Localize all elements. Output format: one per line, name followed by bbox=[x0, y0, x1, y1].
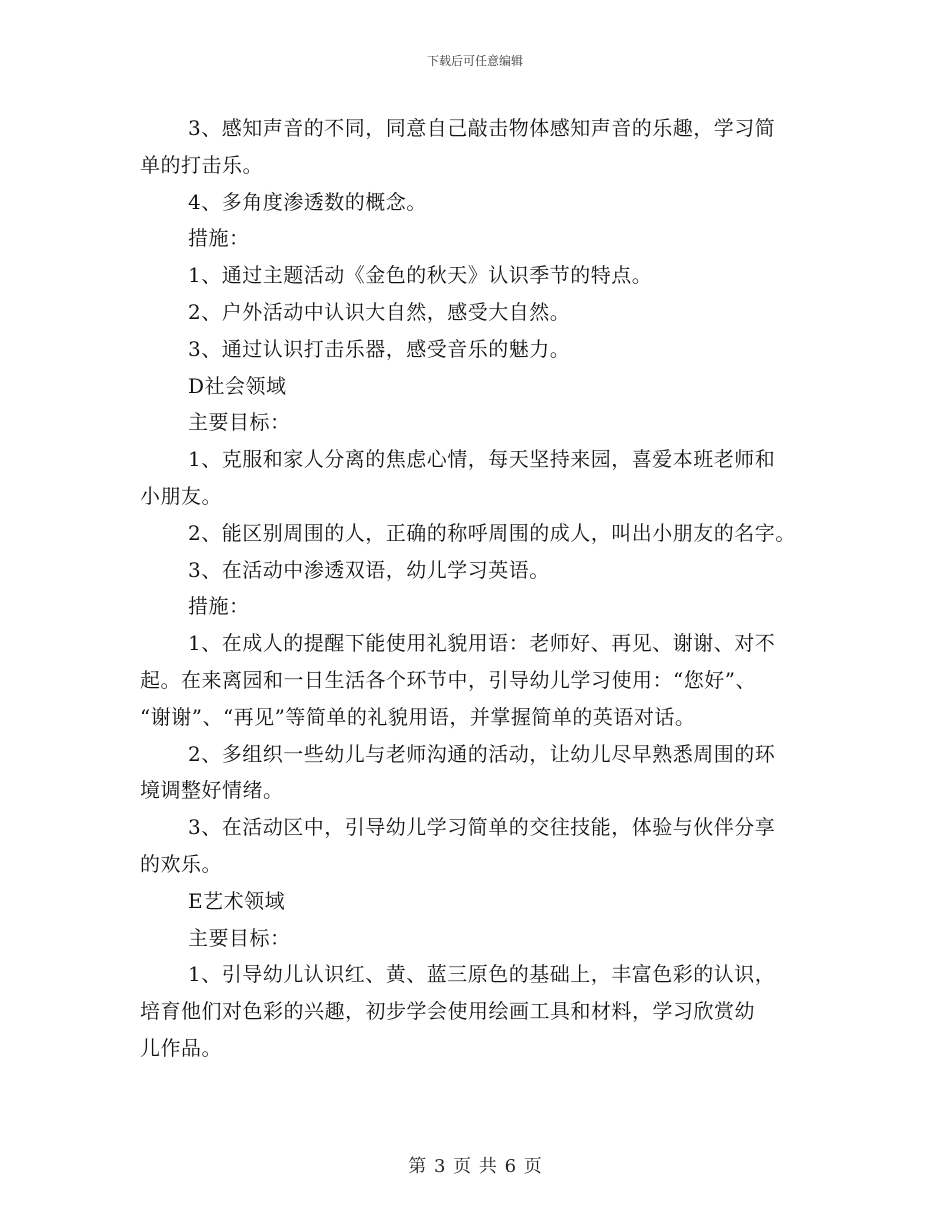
paragraph-line: 儿作品。 bbox=[140, 1035, 222, 1060]
paragraph-line: 1、通过主题活动《金色的秋天》认识季节的特点。 bbox=[188, 263, 653, 288]
paragraph-line: 3、感知声音的不同，同意自己敲击物体感知声音的乐趣，学习简 bbox=[188, 116, 776, 140]
paragraph-line: 3、在活动中渗透双语，幼儿学习英语。 bbox=[188, 557, 550, 582]
paragraph-line: 4、多角度渗透数的概念。 bbox=[188, 189, 427, 214]
section-label: 主要目标： bbox=[188, 410, 291, 435]
paragraph-line: 1、在成人的提醒下能使用礼貌用语：老师好、再见、谢谢、对不 bbox=[188, 631, 776, 656]
page-header-note: 下载后可任意编辑 bbox=[426, 54, 523, 68]
paragraph-line: 的欢乐。 bbox=[140, 851, 222, 876]
paragraph-line: 3、在活动区中，引导幼儿学习简单的交往技能，体验与伙伴分享 bbox=[188, 815, 776, 840]
paragraph-line: 单的打击乐。 bbox=[140, 152, 263, 177]
paragraph-line: 1、克服和家人分离的焦虑心情，每天坚持来园，喜爱本班老师和 bbox=[188, 447, 776, 472]
paragraph-line: 小朋友。 bbox=[140, 483, 222, 508]
paragraph-line: 境调整好情绪。 bbox=[140, 778, 284, 803]
page-number: 第 3 页 共 6 页 bbox=[408, 1156, 542, 1177]
paragraph-line: 2、能区别周围的人，正确的称呼周围的成人，叫出小朋友的名字。 bbox=[188, 520, 796, 545]
document-body bbox=[140, 110, 840, 1067]
section-label: 主要目标： bbox=[188, 925, 291, 950]
section-heading: D社会领域 bbox=[188, 373, 287, 398]
paragraph-line: 1、引导幼儿认识红、黄、蓝三原色的基础上，丰富色彩的认识， bbox=[188, 962, 776, 987]
paragraph-line: 培育他们对色彩的兴趣，初步学会使用绘画工具和材料，学习欣赏幼 bbox=[140, 999, 755, 1024]
section-label: 措施： bbox=[188, 594, 250, 619]
paragraph-line: 起。在来离园和一日生活各个环节中，引导幼儿学习使用：“您好”、 bbox=[140, 667, 756, 692]
paragraph-line: 3、通过认识打击乐器，感受音乐的魅力。 bbox=[188, 336, 571, 361]
paragraph-line: 2、户外活动中认识大自然，感受大自然。 bbox=[188, 299, 571, 324]
section-label: 措施： bbox=[188, 226, 250, 251]
section-heading: E艺术领域 bbox=[188, 888, 286, 913]
paragraph-line: 2、多组织一些幼儿与老师沟通的活动，让幼儿尽早熟悉周围的环 bbox=[188, 741, 776, 766]
paragraph-line: “谢谢”、“再见”等简单的礼貌用语，并掌握简单的英语对话。 bbox=[140, 704, 696, 729]
